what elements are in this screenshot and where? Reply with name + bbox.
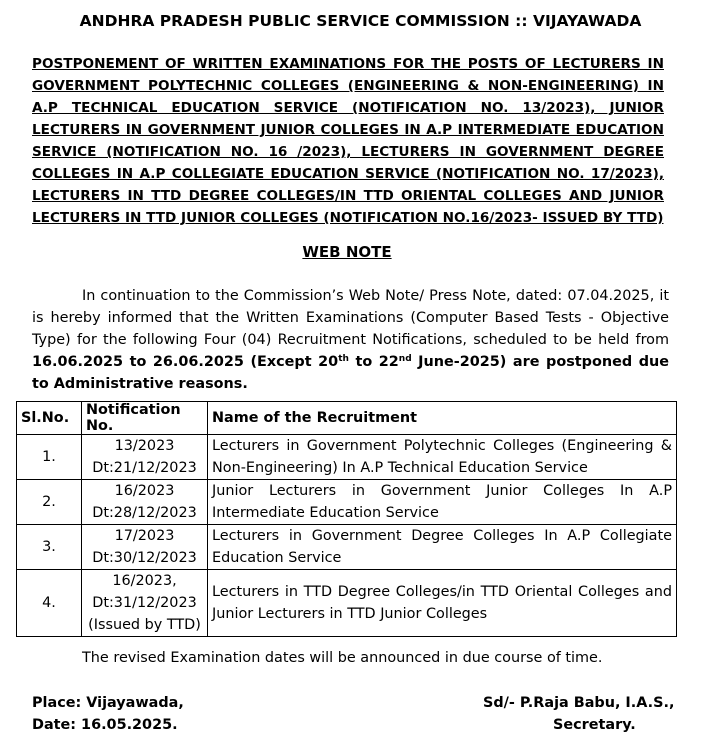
sl-number: 2. (17, 480, 82, 525)
recruitment-name: Lecturers in TTD Degree Colleges/in TTD Oriental Colleges and Junior Lecturers in TTD Junior Colleges (208, 570, 677, 637)
header-notification-no: Notification No. (82, 402, 208, 435)
table-header-row (17, 402, 677, 435)
document-header: ANDHRA PRADESH PUBLIC SERVICE COMMISSION :: VIJAYAWADA (79, 12, 642, 30)
table-row (17, 570, 677, 637)
paragraph-text: In continuation to the Commission’s Web Note/ Press Note, dated: 07.04.2025, it is hereby informed that the Written Examinations (Computer Based Tests - Objective Type) for the following Four (04) Recruitment Notifications, scheduled to be held from (32, 288, 669, 348)
table-row (17, 435, 677, 480)
recruitment-name: Lecturers in Government Polytechnic Colleges (Engineering & Non-Engineering) In A.P Technical Education Service (208, 435, 677, 480)
designation-label: Secretary. (553, 717, 636, 733)
notification-number: 13/2023 Dt:21/12/2023 (82, 435, 208, 480)
web-note-title: WEB NOTE (302, 243, 392, 261)
revised-dates-note: The revised Examination dates will be announced in due course of time. (82, 650, 603, 666)
sl-number: 1. (17, 435, 82, 480)
table-row (17, 525, 677, 570)
body-paragraph (32, 285, 669, 395)
place-label: Place: Vijayawada, (32, 695, 184, 711)
notification-number: 17/2023 Dt:30/12/2023 (82, 525, 208, 570)
header-sl-no: Sl.No. (17, 402, 82, 435)
sl-number: 3. (17, 525, 82, 570)
date-label: Date: 16.05.2025. (32, 717, 178, 733)
postponed-dates-text: 16.06.2025 to 26.06.2025 (Except 20th to 22nd June-2025) are postponed due to Administrative reasons. (32, 354, 669, 392)
header-recruitment-name: Name of the Recruitment (208, 402, 677, 435)
subject-heading: POSTPONEMENT OF WRITTEN EXAMINATIONS FOR THE POSTS OF LECTURERS IN GOVERNMENT POLYTECHNIC COLLEGES (ENGINEERING & NON-ENGINEERING) IN A.P TECHNICAL EDUCATION SERVICE (NOTIFICATION NO. 13/2023), JUNIOR LECTURERS IN GOVERNMENT JUNIOR COLLEGES IN A.P INTERMEDIATE EDUCATION SERVICE (NOTIFICATION NO. 16 /2023), LECTURERS IN GOVERNMENT DEGREE COLLEGES IN A.P COLLEGIATE EDUCATION SERVICE (NOTIFICATION NO. 17/2023), LECTURERS IN TTD DEGREE COLLEGES/IN TTD ORIENTAL COLLEGES AND JUNIOR LECTURERS IN TTD JUNIOR COLLEGES (NOTIFICATION NO.16/2023- ISSUED BY TTD) (32, 56, 664, 226)
notification-number: 16/2023, Dt:31/12/2023 (Issued by TTD) (82, 570, 208, 637)
recruitment-table (16, 401, 677, 637)
recruitment-name: Lecturers in Government Degree Colleges In A.P Collegiate Education Service (208, 525, 677, 570)
sl-number: 4. (17, 570, 82, 637)
signature-line: Sd/- P.Raja Babu, I.A.S., (483, 695, 675, 711)
notification-number: 16/2023 Dt:28/12/2023 (82, 480, 208, 525)
table-row (17, 480, 677, 525)
recruitment-name: Junior Lecturers in Government Junior Colleges In A.P Intermediate Education Service (208, 480, 677, 525)
